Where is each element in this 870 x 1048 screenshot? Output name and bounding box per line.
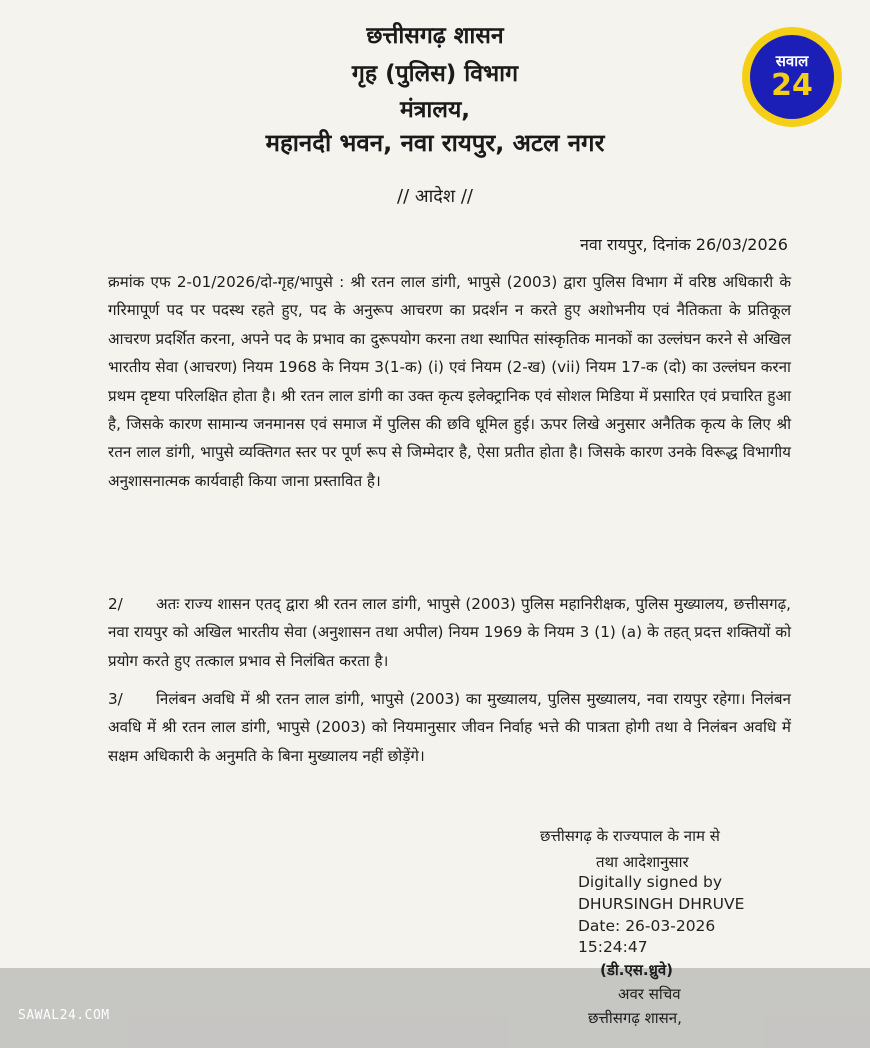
digital-signature-label: Digitally signed by <box>578 873 723 891</box>
brand-logo-number: 24 <box>771 68 813 103</box>
order-title: // आदेश // <box>397 186 473 207</box>
signatory-government: छत्तीसगढ़ शासन, <box>588 1009 682 1027</box>
signatory-name: (डी.एस.ध्रुवे) <box>600 961 674 979</box>
paragraph-2-text: अतः राज्य शासन एतद् द्वारा श्री रतन लाल डांगी, भापुसे (2003) पुलिस महानिरीक्षक, पुलिस मुख्यालय, छत्तीसगढ़, नवा रायपुर को अखिल भारतीय सेवा (अनुशासन तथा अपील) नियम 1969 के नियम 3 (1) (a) के तहत् प्रदत्त शक्तियों को प्रयोग करते हुए तत्काल प्रभाव से निलंबित करता है। <box>108 595 791 670</box>
place-date: नवा रायपुर, दिनांक 26/03/2026 <box>579 235 788 254</box>
paragraph-1: क्रमांक एफ 2-01/2026/दो-गृह/भापुसे : श्री रतन लाल डांगी, भापुसे (2003) द्वारा पुलिस विभाग में वरिष्ठ अधिकारी के गरिमापूर्ण पद पर पदस्थ रहते हुए, पद के अनुरूप आचरण का प्रदर्शन न करते हुए अशोभनीय एवं नैतिकता के प्रतिकूल आचरण प्रदर्शित करना, अपने पद के प्रभाव का दुरूपयोग करना तथा स्थापित सांस्कृतिक मानकों का उल्लंघन करने से अखिल भारतीय सेवा (आचरण) नियम 1968 के नियम 3(1-क) (i) एवं नियम (2-ख) (vii) नियम 17-क (दो) का उल्लंघन करना प्रथम दृष्टया परिलक्षित होता है। श्री रतन लाल डांगी का उक्त कृत्य इलेक्ट्रानिक एवं सोशल मिडिया में प्रसारित एवं प्रचारित हुआ है, जिसके कारण सामान्य जनमानस एवं समाज में पुलिस की छवि धूमिल हुई। ऊपर लिखे अनुसार अनैतिक कृत्य के लिए श्री रतन लाल डांगी, भापुसे व्यक्तिगत स्तर पर पूर्ण रूप से जिम्मेदार है, ऐसा प्रतीत होता है। जिसके कारण उनके विरूद्ध विभागीय अनुशासनात्मक कार्यवाही किया जाना प्रस्तावित है। <box>108 273 792 490</box>
paragraph-3 <box>108 685 791 770</box>
brand-logo-word: सवाल <box>775 52 809 70</box>
watermark-text[interactable]: SAWAL24.COM <box>18 1008 110 1023</box>
paragraph-3-number: 3/ <box>108 690 123 708</box>
header-govt: छत्तीसगढ़ शासन <box>366 23 504 49</box>
digital-signature-name: DHURSINGH DHRUVE <box>578 895 745 913</box>
paragraph-3-text: निलंबन अवधि में श्री रतन लाल डांगी, भापुसे (2003) का मुख्यालय, पुलिस मुख्यालय, नवा रायपुर रहेगा। निलंबन अवधि में श्री रतन लाल डांगी, भापुसे (2003) को नियमानुसार जीवन निर्वाह भत्ते की पात्रता होगी तथा वे निलंबन अवधि में सक्षम अधिकारी के अनुमति के बिना मुख्यालय नहीं छोड़ेंगे। <box>108 690 791 765</box>
brand-logo[interactable] <box>742 27 842 127</box>
signatory-designation: अवर सचिव <box>618 985 681 1003</box>
header-department: गृह (पुलिस) विभाग <box>351 61 519 87</box>
digital-signature-date: Date: 26-03-2026 <box>578 917 716 935</box>
paragraph-2 <box>108 590 791 675</box>
header-ministry: मंत्रालय, <box>399 97 471 123</box>
signature-authority: छत्तीसगढ़ के राज्यपाल के नाम से <box>540 827 720 845</box>
header-address: महानदी भवन, नवा रायपुर, अटल नगर <box>265 129 605 157</box>
brand-logo-inner <box>750 35 834 119</box>
digital-signature-time: 15:24:47 <box>578 938 648 956</box>
footer-overlay <box>0 968 870 1048</box>
signature-order-line: तथा आदेशानुसार <box>596 853 689 871</box>
paragraph-2-number: 2/ <box>108 595 123 613</box>
